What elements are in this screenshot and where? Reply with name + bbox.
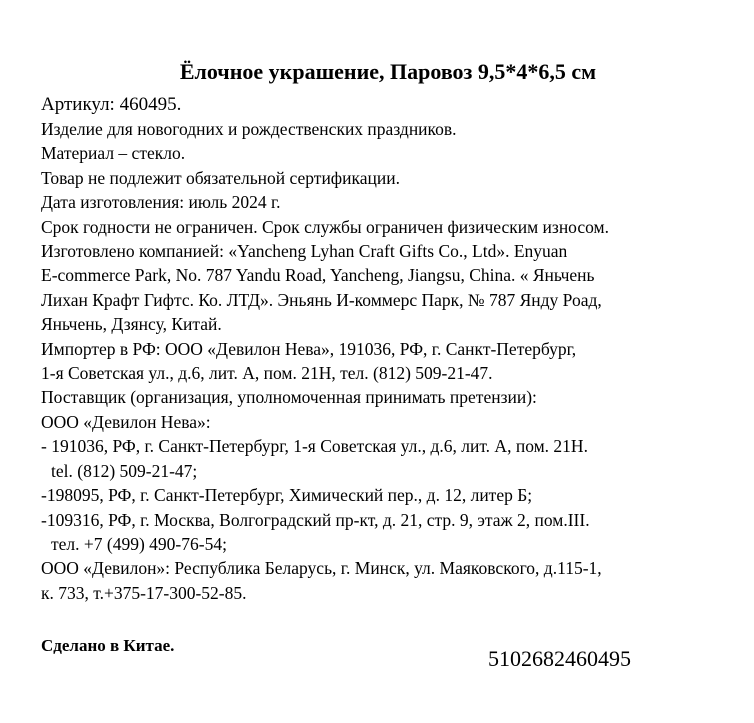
importer-line-1: Импортер в РФ: ООО «Девилон Нева», 191036, РФ, г. Санкт-Петербург, [41,338,577,359]
purpose-line: Изделие для новогодних и рождественских праздников. [41,119,457,139]
manufacturer-line-3: Лихан Крафт Гифтс. Ко. ЛТД». Эньянь И-коммерс Парк, № 787 Янду Роад, [41,289,602,310]
supplier-address-3: -109316, РФ, г. Москва, Волгоградский пр-кт, д. 21, стр. 9, этаж 2, пом.III. [41,509,590,530]
supplier-name: ООО «Девилон Нева»: [41,411,211,432]
supplier-phone-1: tel. (812) 509-21-47; [51,460,198,481]
article-number: Артикул: 460495. [41,94,182,115]
country-of-origin: Сделано в Китае. [41,636,175,655]
manufacturer-line-2: E-commerce Park, No. 787 Yandu Road, Yancheng, Jiangsu, China. « Яньчень [41,265,595,286]
shelf-life-line: Срок годности не ограничен. Срок службы ограничен физическим износом. [41,216,609,237]
supplier-phone-2: тел. +7 (499) 490-76-54; [51,533,227,554]
belarus-office-line-2: к. 733, т.+375-17-300-52-85. [41,582,247,603]
belarus-office-line-1: ООО «Девилон»: Республика Беларусь, г. Минск, ул. Маяковского, д.115-1, [41,558,602,579]
product-title: Ёлочное украшение, Паровоз 9,5*4*6,5 см [179,59,597,84]
material-line: Материал – стекло. [41,143,186,164]
supplier-address-1: - 191036, РФ, г. Санкт-Петербург, 1-я Советская ул., д.6, лит. А, пом. 21Н. [41,436,588,457]
importer-line-2: 1-я Советская ул., д.6, лит. А, пом. 21Н, тел. (812) 509-21-47. [41,363,493,384]
supplier-heading: Поставщик (организация, уполномоченная принимать претензии): [41,387,537,408]
barcode-number: 5102682460495 [488,646,631,671]
supplier-address-2: -198095, РФ, г. Санкт-Петербург, Химический пер., д. 12, литер Б; [41,485,533,506]
certification-line: Товар не подлежит обязательной сертификации. [41,167,400,188]
label-body [41,92,741,605]
manufacturer-line-1: Изготовлено компанией: «Yancheng Lyhan Craft Gifts Co., Ltd». Enyuan [41,241,568,262]
manufacture-date-line: Дата изготовления: июль 2024 г. [41,192,281,213]
manufacturer-line-4: Яньчень, Дзянсу, Китай. [41,314,222,335]
